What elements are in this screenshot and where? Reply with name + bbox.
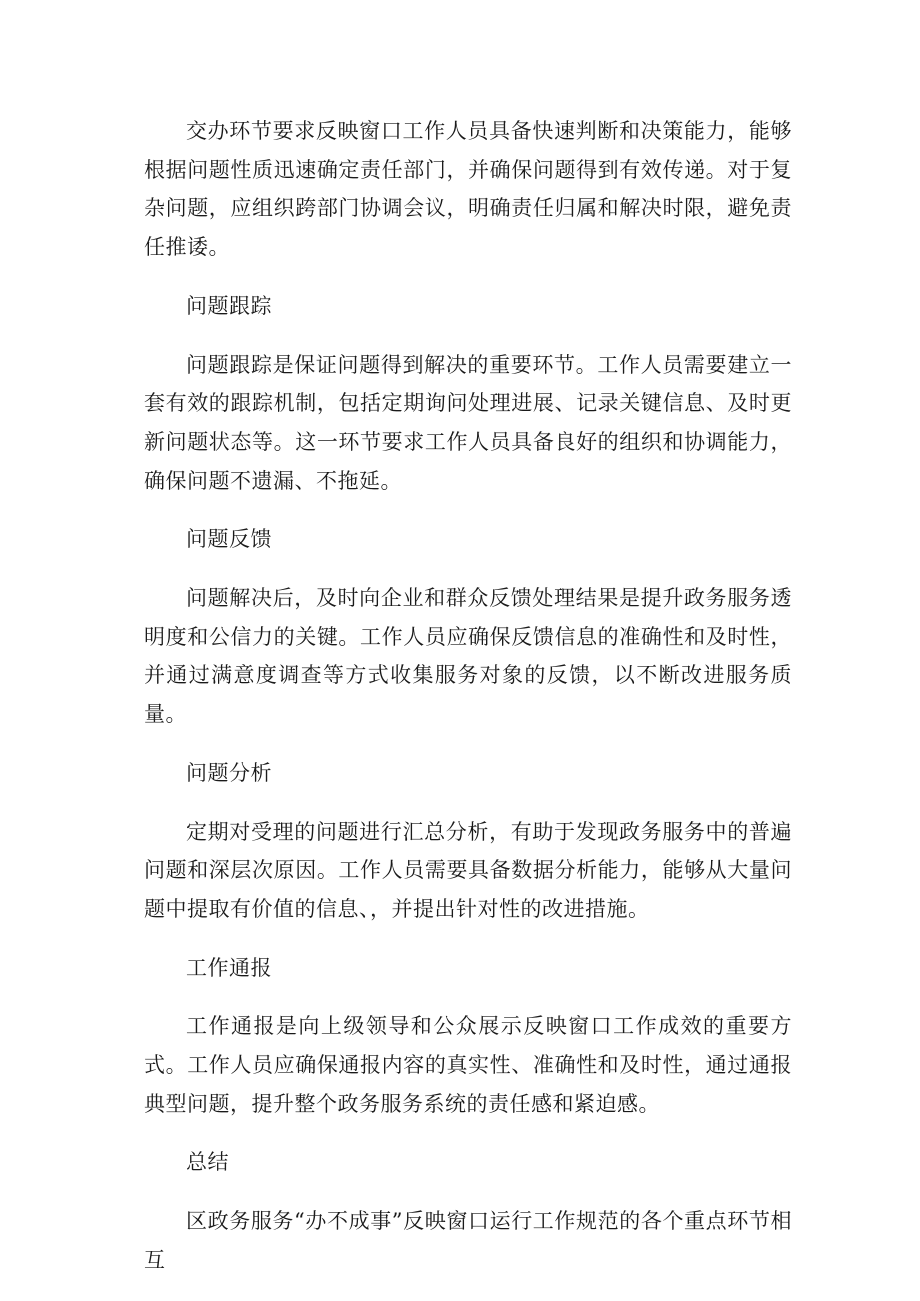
heading-issue-feedback: 问题反馈	[186, 527, 272, 552]
heading-issue-tracking: 问题跟踪	[186, 293, 272, 318]
paragraph-work-report: 工作通报是向上级领导和公众展示反映窗口工作成效的重要方式。工作人员应确保通报内容的真实性、准确性和及时性，通过通报典型问题，提升整个政务服务系统的责任感和紧迫感。	[144, 1014, 792, 1116]
paragraph-issue-feedback: 问题解决后，及时向企业和群众反馈处理结果是提升政务服务透明度和公信力的关键。工作人员应确保反馈信息的准确性和及时性，并通过满意度调查等方式收集服务对象的反馈，以不断改进服务质量。	[144, 586, 792, 727]
heading-issue-analysis: 问题分析	[186, 760, 272, 785]
paragraph-assignment: 交办环节要求反映窗口工作人员具备快速判断和决策能力，能够根据问题性质迅速确定责任部门，并确保问题得到有效传递。对于复杂问题，应组织跨部门协调会议，明确责任归属和解决时限，避免责任推诿。	[144, 119, 792, 260]
paragraph-issue-tracking: 问题跟踪是保证问题得到解决的重要环节。工作人员需要建立一套有效的跟踪机制，包括定期询问处理进展、记录关键信息、及时更新问题状态等。这一环节要求工作人员具备良好的组织和协调能力，确保问题不遗漏、不拖延。	[144, 352, 792, 493]
heading-work-report: 工作通报	[186, 955, 272, 980]
paragraph-summary: 区政务服务“办不成事”反映窗口运行工作规范的各个重点环节相互	[144, 1209, 792, 1272]
heading-summary: 总结	[186, 1150, 229, 1175]
paragraph-issue-analysis: 定期对受理的问题进行汇总分析，有助于发现政务服务中的普遍问题和深层次原因。工作人员需要具备数据分析能力，能够从大量问题中提取有价值的信息、，并提出针对性的改进措施。	[144, 819, 792, 921]
document-body	[144, 112, 792, 1300]
